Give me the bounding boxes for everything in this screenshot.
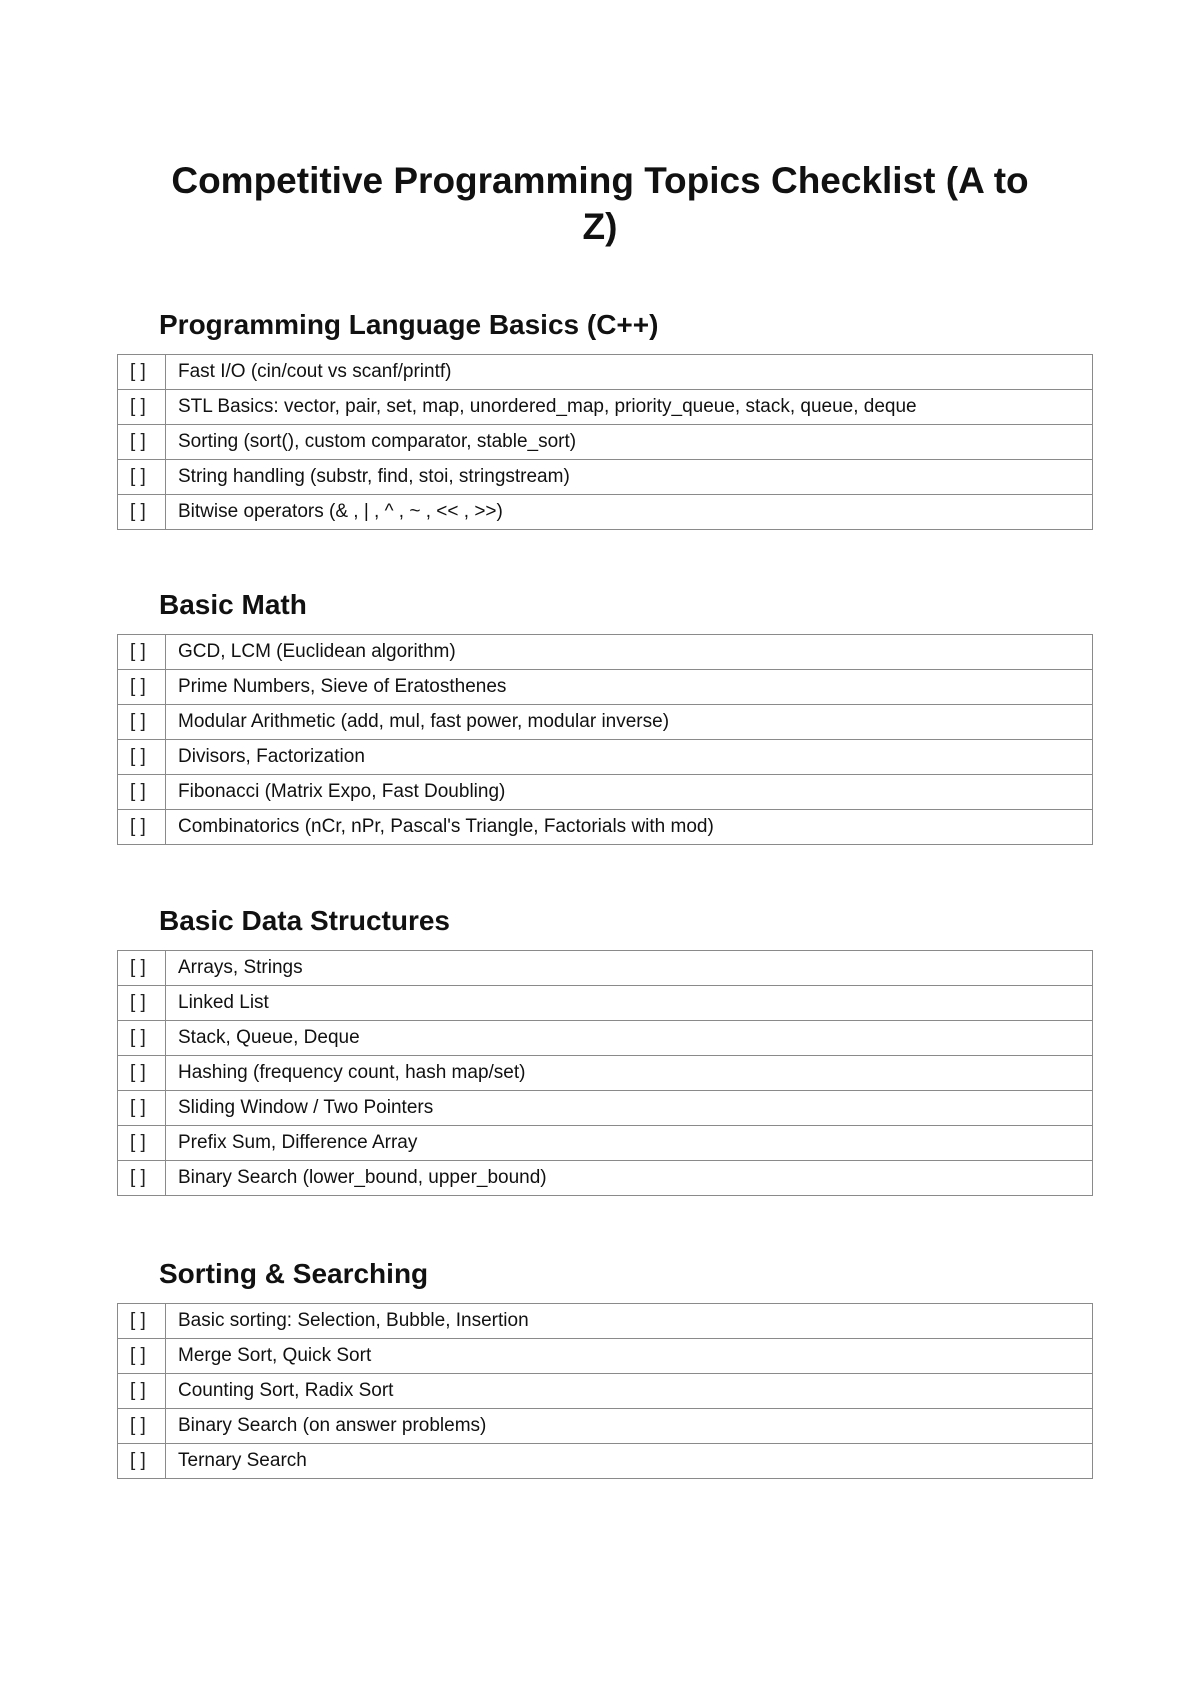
topic-label: String handling (substr, find, stoi, stringstream) bbox=[166, 460, 1093, 495]
section-heading: Programming Language Basics (C++) bbox=[159, 309, 659, 340]
topic-label: Combinatorics (nCr, nPr, Pascal's Triangle, Factorials with mod) bbox=[166, 810, 1093, 845]
checklist-row bbox=[118, 1304, 1093, 1339]
checkbox[interactable]: [ ] bbox=[118, 951, 166, 986]
checkbox[interactable]: [ ] bbox=[118, 635, 166, 670]
checkbox[interactable]: [ ] bbox=[118, 810, 166, 845]
checklist-row bbox=[118, 1056, 1093, 1091]
checkbox[interactable]: [ ] bbox=[118, 425, 166, 460]
checkbox[interactable]: [ ] bbox=[118, 355, 166, 390]
topic-label: STL Basics: vector, pair, set, map, unordered_map, priority_queue, stack, queue, deque bbox=[166, 390, 1093, 425]
checklist-row bbox=[118, 705, 1093, 740]
checklist-row bbox=[118, 390, 1093, 425]
checkbox[interactable]: [ ] bbox=[118, 1126, 166, 1161]
checkbox[interactable]: [ ] bbox=[118, 740, 166, 775]
checklist-row bbox=[118, 1161, 1093, 1196]
checklist-table bbox=[117, 950, 1093, 1196]
section-heading: Basic Math bbox=[159, 589, 307, 620]
checklist-table bbox=[117, 634, 1093, 845]
checklist-row bbox=[118, 740, 1093, 775]
checklist-row bbox=[118, 670, 1093, 705]
topic-label: Hashing (frequency count, hash map/set) bbox=[166, 1056, 1093, 1091]
checklist-row bbox=[118, 1374, 1093, 1409]
checkbox[interactable]: [ ] bbox=[118, 1091, 166, 1126]
topic-label: Divisors, Factorization bbox=[166, 740, 1093, 775]
checklist-table bbox=[117, 1303, 1093, 1479]
section-data-structures bbox=[117, 904, 1093, 1196]
checklist-row bbox=[118, 495, 1093, 530]
topic-label: Sliding Window / Two Pointers bbox=[166, 1091, 1093, 1126]
section-heading: Basic Data Structures bbox=[159, 905, 451, 936]
checkbox[interactable]: [ ] bbox=[118, 1444, 166, 1479]
topic-label: Bitwise operators (& , | , ^ , ~ , << , >>) bbox=[166, 495, 1093, 530]
checkbox[interactable]: [ ] bbox=[118, 460, 166, 495]
checklist-row bbox=[118, 635, 1093, 670]
checkbox[interactable]: [ ] bbox=[118, 1021, 166, 1056]
checkbox[interactable]: [ ] bbox=[118, 1304, 166, 1339]
checklist-row bbox=[118, 1409, 1093, 1444]
section-basic-math bbox=[117, 588, 1093, 845]
checklist-row bbox=[118, 986, 1093, 1021]
topic-label: Binary Search (on answer problems) bbox=[166, 1409, 1093, 1444]
section-language-basics bbox=[117, 308, 1093, 530]
topic-label: Sorting (sort(), custom comparator, stable_sort) bbox=[166, 425, 1093, 460]
checklist-row bbox=[118, 1126, 1093, 1161]
checklist-table bbox=[117, 354, 1093, 530]
topic-label: Arrays, Strings bbox=[166, 951, 1093, 986]
checklist-row bbox=[118, 425, 1093, 460]
checklist-row bbox=[118, 355, 1093, 390]
topic-label: Stack, Queue, Deque bbox=[166, 1021, 1093, 1056]
topic-label: Basic sorting: Selection, Bubble, Insertion bbox=[166, 1304, 1093, 1339]
checklist-row bbox=[118, 1339, 1093, 1374]
topic-label: GCD, LCM (Euclidean algorithm) bbox=[166, 635, 1093, 670]
checkbox[interactable]: [ ] bbox=[118, 1056, 166, 1091]
checklist-row bbox=[118, 951, 1093, 986]
checkbox[interactable]: [ ] bbox=[118, 495, 166, 530]
topic-label: Modular Arithmetic (add, mul, fast power, modular inverse) bbox=[166, 705, 1093, 740]
checkbox[interactable]: [ ] bbox=[118, 1161, 166, 1196]
topic-label: Fast I/O (cin/cout vs scanf/printf) bbox=[166, 355, 1093, 390]
checkbox[interactable]: [ ] bbox=[118, 705, 166, 740]
topic-label: Counting Sort, Radix Sort bbox=[166, 1374, 1093, 1409]
checklist-row bbox=[118, 1444, 1093, 1479]
checklist-row bbox=[118, 775, 1093, 810]
checkbox[interactable]: [ ] bbox=[118, 775, 166, 810]
topic-label: Fibonacci (Matrix Expo, Fast Doubling) bbox=[166, 775, 1093, 810]
checkbox[interactable]: [ ] bbox=[118, 986, 166, 1021]
topic-label: Prefix Sum, Difference Array bbox=[166, 1126, 1093, 1161]
checkbox[interactable]: [ ] bbox=[118, 1374, 166, 1409]
checkbox[interactable]: [ ] bbox=[118, 390, 166, 425]
checkbox[interactable]: [ ] bbox=[118, 670, 166, 705]
checklist-row bbox=[118, 810, 1093, 845]
section-sorting-searching bbox=[117, 1257, 1093, 1479]
checklist-row bbox=[118, 1021, 1093, 1056]
topic-label: Ternary Search bbox=[166, 1444, 1093, 1479]
checkbox[interactable]: [ ] bbox=[118, 1409, 166, 1444]
page-title: Competitive Programming Topics Checklist (A to Z) bbox=[171, 160, 1029, 247]
checklist-row bbox=[118, 1091, 1093, 1126]
topic-label: Binary Search (lower_bound, upper_bound) bbox=[166, 1161, 1093, 1196]
topic-label: Merge Sort, Quick Sort bbox=[166, 1339, 1093, 1374]
topic-label: Prime Numbers, Sieve of Eratosthenes bbox=[166, 670, 1093, 705]
checklist-row bbox=[118, 460, 1093, 495]
checkbox[interactable]: [ ] bbox=[118, 1339, 166, 1374]
topic-label: Linked List bbox=[166, 986, 1093, 1021]
section-heading: Sorting & Searching bbox=[159, 1258, 429, 1289]
